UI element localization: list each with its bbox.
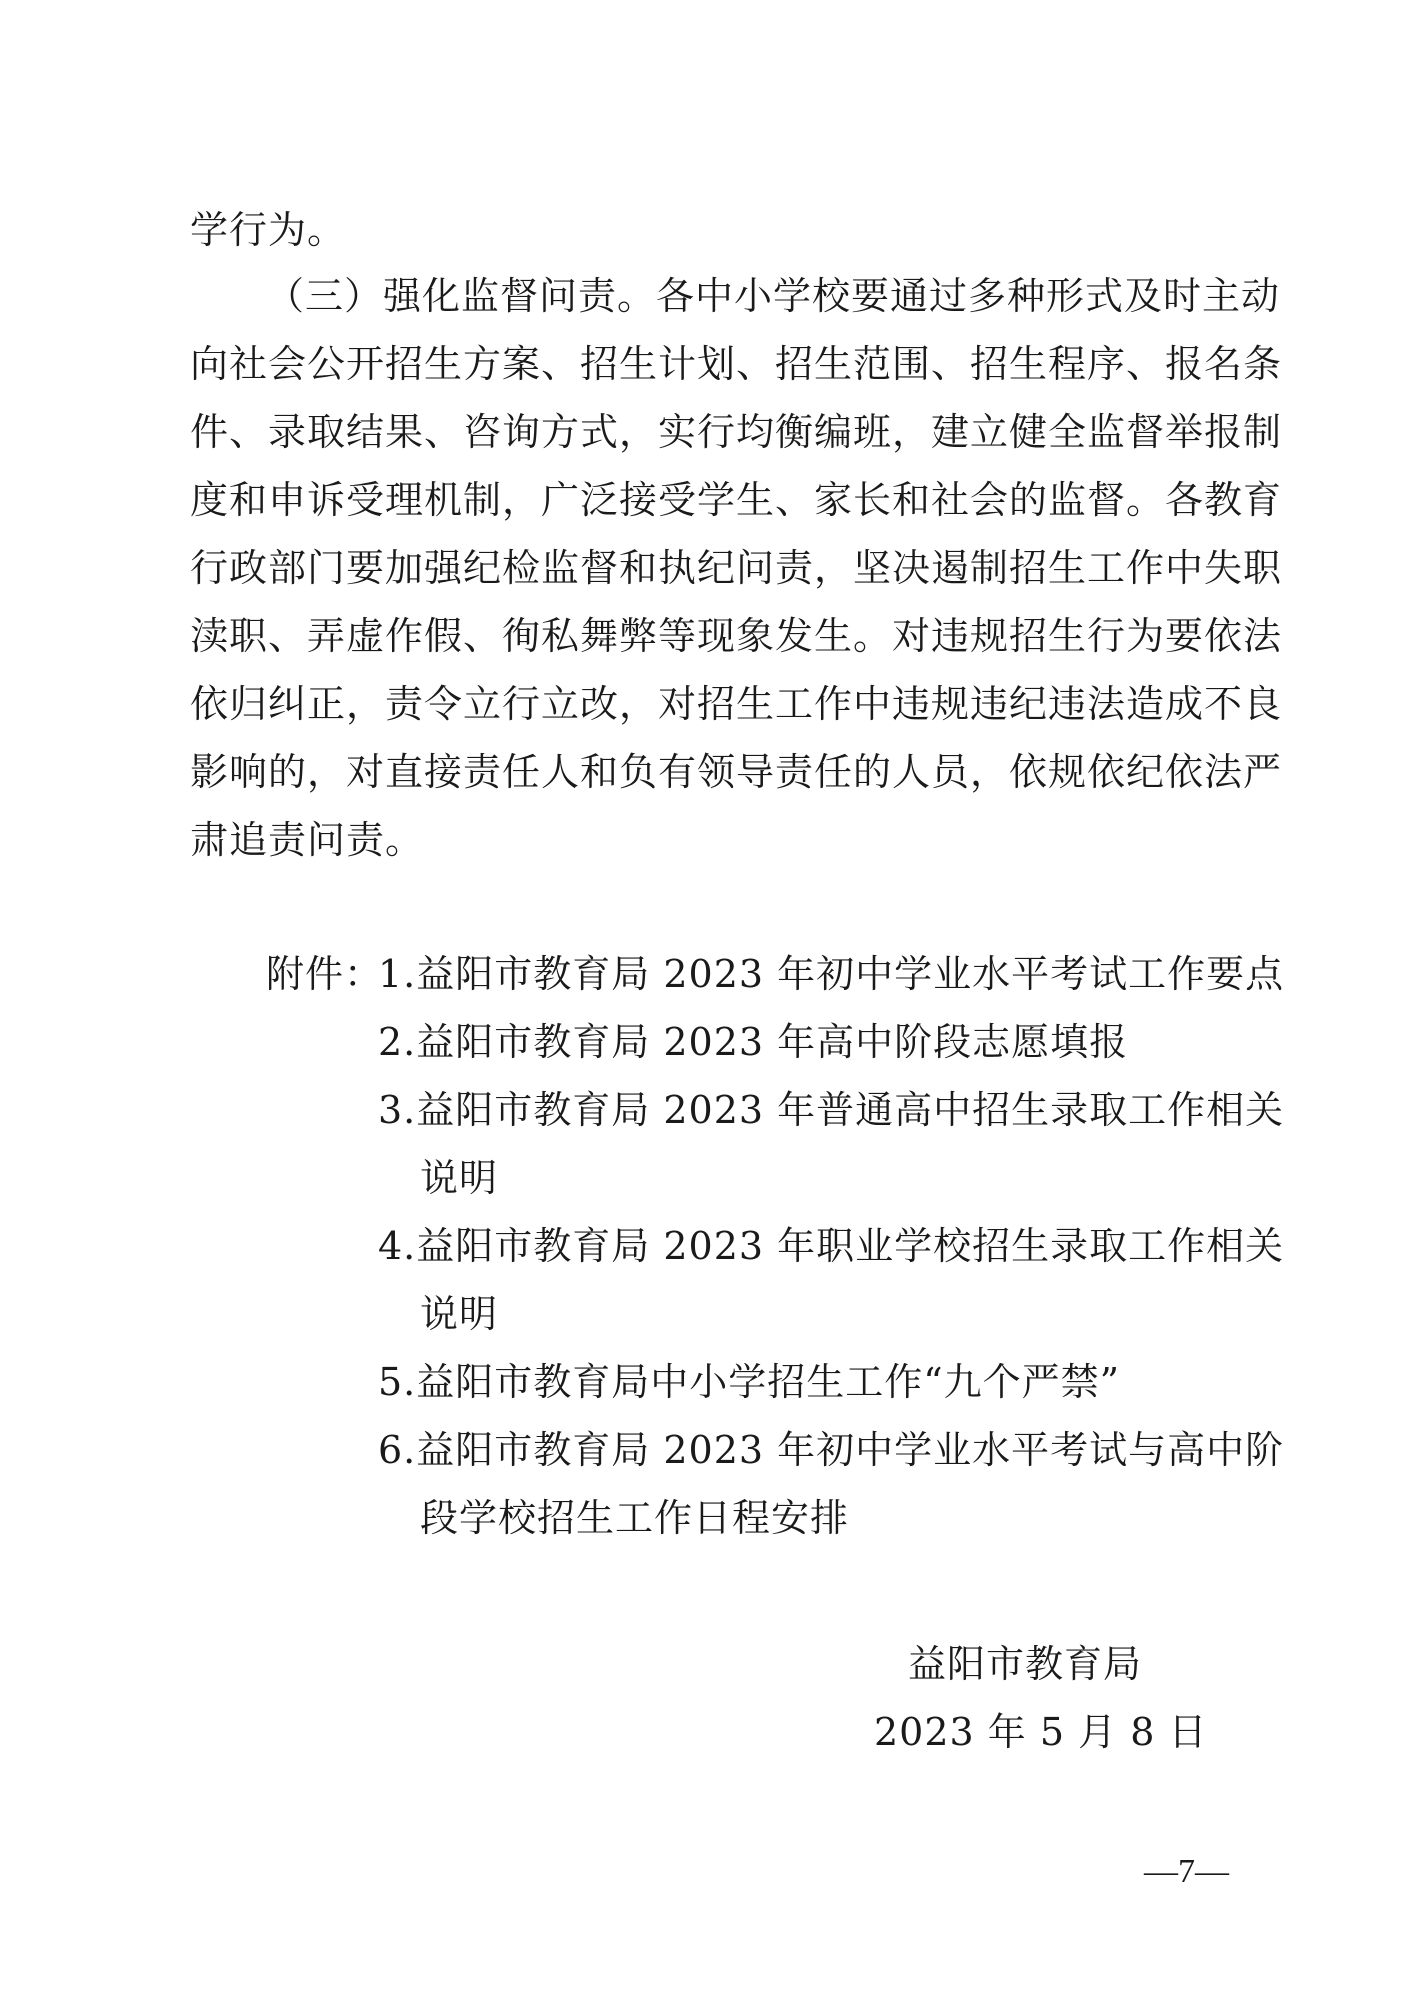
signature-date: 2023 年 5 月 8 日 [874,1710,1208,1754]
attachment-item-6: 6.益阳市教育局 2023 年初中学业水平考试与高中阶 [378,1428,1285,1472]
attachment-item-5: 5.益阳市教育局中小学招生工作“九个严禁” [378,1360,1121,1404]
attachment-item-2: 2.益阳市教育局 2023 年高中阶段志愿填报 [378,1020,1129,1064]
section3-line-2: 向社会公开招生方案、招生计划、招生范围、招生程序、报名条 [190,342,1283,386]
section3-line-4: 度和申诉受理机制，广泛接受学生、家长和社会的监督。各教育 [190,478,1283,522]
attachment-item-6-cont: 段学校招生工作日程安排 [420,1496,850,1540]
section3-line-7: 依归纠正，责令立行立改，对招生工作中违规违纪违法造成不良 [190,682,1283,726]
page-number: —7— [1144,1853,1229,1890]
attachment-item-4: 4.益阳市教育局 2023 年职业学校招生录取工作相关 [378,1224,1285,1268]
section3-line-1: （三）强化监督问责。各中小学校要通过多种形式及时主动 [266,274,1281,318]
attachment-item-3: 3.益阳市教育局 2023 年普通高中招生录取工作相关 [378,1088,1285,1132]
section3-line-9: 肃追责问责。 [190,818,425,862]
attachments-label: 附件： [266,952,384,996]
paragraph-end-line: 学行为。 [190,208,347,252]
section3-line-5: 行政部门要加强纪检监督和执纪问责，坚决遏制招生工作中失职 [190,546,1283,590]
section3-line-3: 件、录取结果、咨询方式，实行均衡编班，建立健全监督举报制 [190,410,1283,454]
attachment-item-1: 1.益阳市教育局 2023 年初中学业水平考试工作要点 [378,952,1285,996]
signature-org: 益阳市教育局 [908,1642,1143,1686]
section3-line-8: 影响的，对直接责任人和负有领导责任的人员，依规依纪依法严 [190,750,1283,794]
section3-line-6: 渎职、弄虚作假、徇私舞弊等现象发生。对违规招生行为要依法 [190,614,1283,658]
attachment-item-4-cont: 说明 [420,1292,499,1336]
attachment-item-3-cont: 说明 [420,1156,499,1200]
